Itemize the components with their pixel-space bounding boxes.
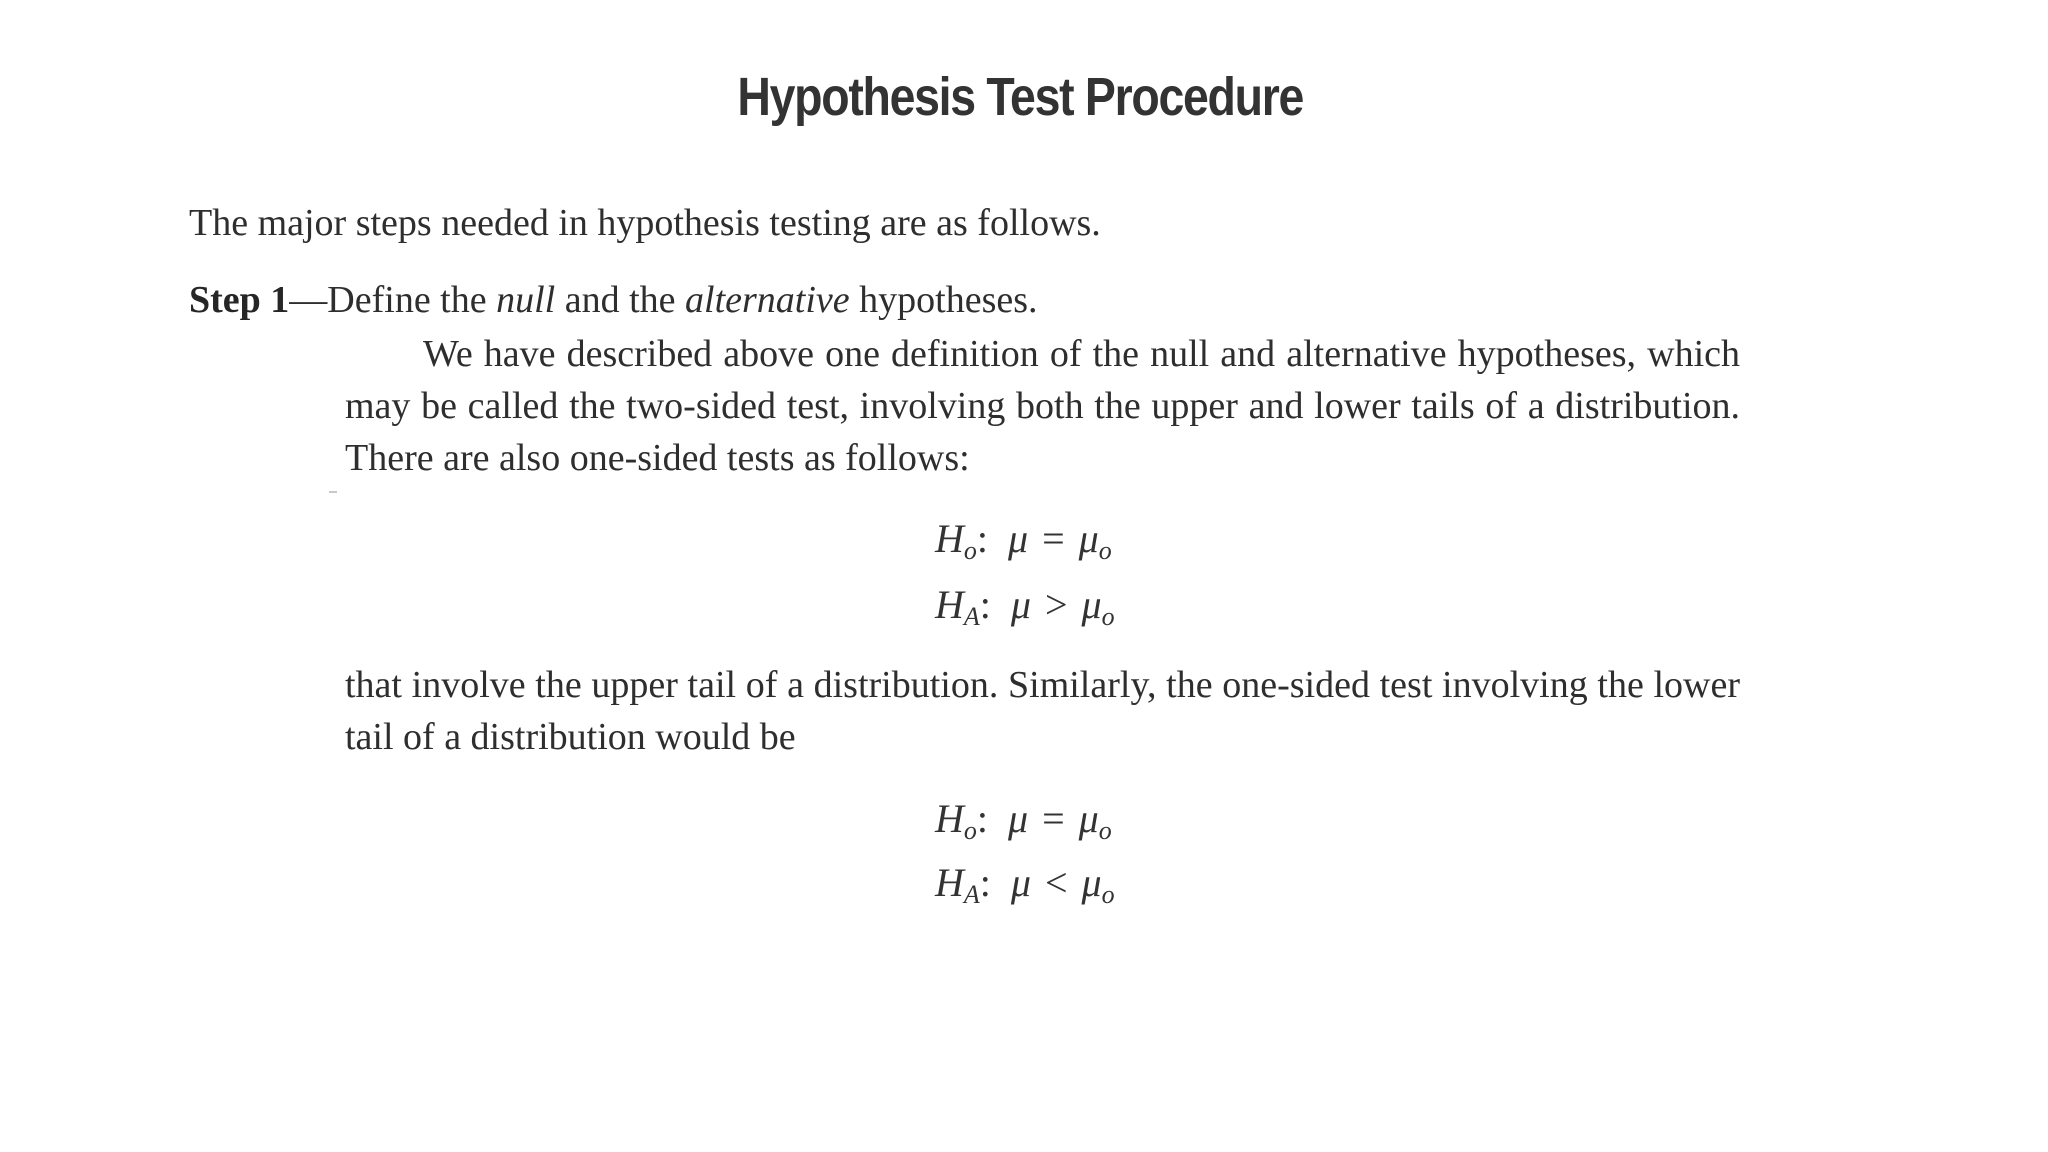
- eq-sep: :: [976, 516, 989, 561]
- step-1-text-b: and the: [555, 279, 686, 321]
- eq-lhs-sub: o: [963, 816, 977, 845]
- eq-lhs-sub: A: [963, 602, 980, 631]
- eq-lhs: H: [935, 516, 964, 561]
- eq-operator: >: [1044, 582, 1068, 627]
- eq-var: μ: [1008, 796, 1029, 841]
- one-sided-tests-paragraph: We have described above one definition of the null and alternative hypotheses, which may be called the two-sided test, involving both the upper and lower tails of a distribution. There are also one-sided tests as follows:: [345, 333, 1740, 479]
- upper-alternative-hypothesis-equation: [935, 580, 1115, 630]
- step-1-dash: —: [289, 279, 328, 321]
- eq-lhs: H: [935, 796, 964, 841]
- eq-operator: =: [1042, 516, 1065, 561]
- eq-rhs-sub: o: [1101, 880, 1115, 909]
- eq-sep: :: [979, 860, 991, 905]
- scan-speck: [329, 491, 337, 493]
- eq-lhs-sub: o: [963, 536, 977, 565]
- upper-null-hypothesis-equation: [935, 514, 1112, 564]
- eq-rhs-sub: o: [1098, 816, 1112, 845]
- eq-rhs: μ: [1078, 796, 1099, 841]
- lower-tail-paragraph: that involve the upper tail of a distribution. Similarly, the one-sided test involving the lower tail of a distribution would be: [345, 664, 1740, 758]
- eq-lhs-sub: A: [963, 880, 980, 909]
- lower-null-hypothesis-equation: [935, 794, 1112, 844]
- eq-sep: :: [976, 796, 989, 841]
- step-1-label: Step 1: [189, 279, 290, 321]
- step-1-heading: [189, 277, 1038, 323]
- eq-rhs: μ: [1078, 516, 1099, 561]
- eq-lhs: H: [935, 582, 964, 627]
- intro-text: The major steps needed in hypothesis testing are as follows.: [189, 202, 1101, 244]
- eq-operator: =: [1042, 796, 1065, 841]
- step-1-text-a: Define the: [327, 279, 497, 321]
- eq-lhs: H: [935, 860, 964, 905]
- eq-rhs-sub: o: [1101, 602, 1115, 631]
- eq-rhs: μ: [1081, 860, 1102, 905]
- eq-var: μ: [1010, 582, 1031, 627]
- eq-sep: :: [979, 582, 991, 627]
- eq-var: μ: [1008, 516, 1029, 561]
- alternative-word: alternative: [685, 279, 850, 321]
- null-word: null: [496, 279, 556, 321]
- lower-alternative-hypothesis-equation: [935, 858, 1115, 908]
- eq-rhs: μ: [1081, 582, 1102, 627]
- eq-operator: <: [1044, 860, 1068, 905]
- page-title: Hypothesis Test Procedure: [737, 67, 1304, 127]
- step-1-text-c: hypotheses.: [849, 279, 1038, 321]
- eq-var: μ: [1010, 860, 1031, 905]
- eq-rhs-sub: o: [1098, 536, 1112, 565]
